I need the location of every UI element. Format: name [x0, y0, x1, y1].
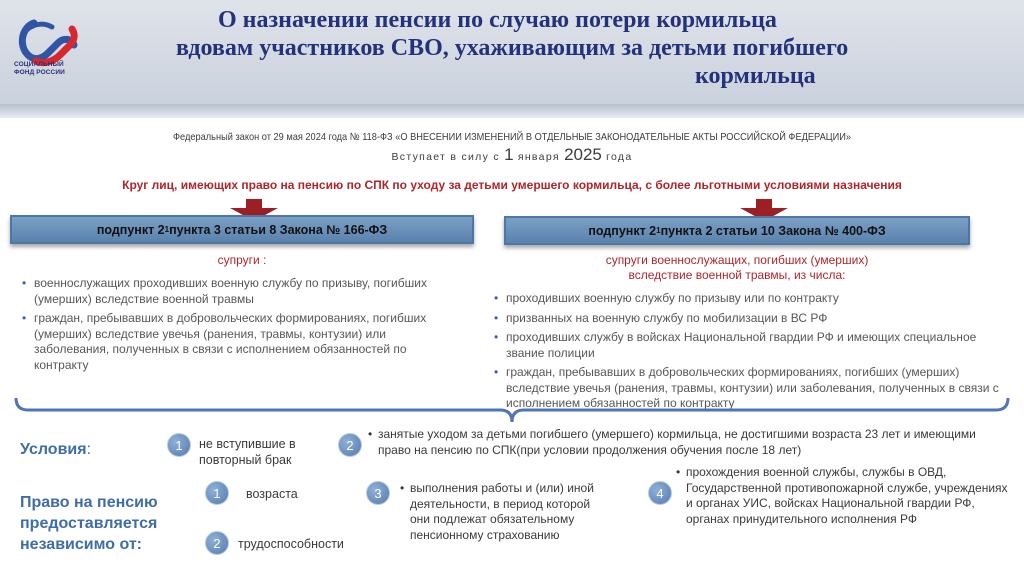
independent-number: 3 — [374, 485, 382, 501]
independent-number: 2 — [213, 535, 221, 551]
independent-text: • выполнения работы и (или) иной деятельности, в период которой они подлежат обязательному пенсионному страхованию — [400, 481, 610, 543]
independent-number: 4 — [656, 485, 664, 501]
effective-year: 2025 — [564, 145, 602, 164]
number-circle-icon — [205, 531, 229, 555]
logo-text — [14, 61, 94, 76]
title-line-2: вдовам участников СВО, ухаживающим за детьми погибшего — [176, 35, 849, 61]
law-reference: Федеральный закон от 29 мая 2024 года № 118-ФЗ «О ВНЕСЕНИИ ИЗМЕНЕНИЙ В ОТДЕЛЬНЫЕ ЗАКОНОДАТЕЛЬНЫЕ АКТЫ РОССИЙСКОЙ ФЕДЕРАЦИИ» — [172, 131, 851, 143]
law-box-400-sup: 1 — [656, 226, 661, 235]
independent-text: трудоспособности — [238, 537, 344, 551]
number-circle-icon — [167, 433, 191, 457]
list-item: • проходивших военную службу по призыву или по контракту — [492, 291, 1017, 307]
effective-pre: Вступает в силу с — [391, 151, 505, 163]
condition-text: • занятые уходом за детьми погибшего (умершего) кормильца, не достигшими возраста 23 лет и имеющими право на пенсию по СПК(при условии продолжения обучения после 18 лет) — [368, 427, 1008, 458]
law-box-166-post: пункта 3 статьи 8 Закона № 166-ФЗ — [169, 222, 388, 237]
page-title — [120, 6, 1000, 90]
law-box-400-post: пункта 2 статьи 10 Закона № 400-ФЗ — [660, 223, 886, 238]
list-item: • призванных на военную службу по мобилизации в ВС РФ — [492, 311, 1017, 327]
law-box-400-pre: подпункт 2 — [588, 223, 657, 238]
header-stripe — [0, 104, 1024, 118]
left-list — [20, 276, 450, 377]
independent-label: Право на пенсию предоставляется независимо от: — [20, 494, 158, 553]
law-box-166-sup: 1 — [164, 225, 170, 234]
right-heading-line-1: супруги военнослужащих, погибших (умерших) — [605, 253, 869, 267]
logo-text-line-2: ФОНД РОССИИ — [14, 68, 65, 76]
independent-text: • прохождения военной службы, службы в ОВД, Государственной противопожарной службе, учреждениях и органах УИС, войсках Национальной гвардии РФ, органах принудительного исполнения РФ — [676, 465, 1016, 527]
conditions-label — [20, 441, 91, 459]
independent-text: возраста — [246, 487, 298, 501]
circle-of-persons: Круг лиц, имеющих право на пенсию по СПК по уходу за детьми умершего кормильца, с более льготными условиями назначения — [122, 178, 902, 192]
effective-day: 1 — [504, 145, 514, 164]
effective-date — [0, 145, 1024, 165]
law-box-400 — [504, 216, 970, 245]
number-circle-icon — [366, 481, 390, 505]
independent-number: 1 — [213, 485, 221, 501]
list-item: • граждан, пребывавших в добровольческих формированиях, погибших (умерших) вследствие увечья (ранения, травмы, контузии) или заболевания, полученных в связи с исполнением обязанностей по контракту — [20, 311, 450, 373]
list-item: • военнослужащих проходивших военную службу по призыву, погибших (умерших) вследствие военной травмы — [20, 276, 450, 307]
condition-number: 1 — [175, 437, 183, 453]
number-circle-icon — [205, 481, 229, 505]
condition-text: не вступившие в повторный брак — [199, 437, 296, 467]
effective-post: года — [601, 151, 633, 163]
number-circle-icon — [338, 433, 362, 457]
title-line-3: кормильца — [695, 63, 816, 89]
effective-mid: января — [513, 151, 565, 163]
conditions-label-text: Условия — [20, 441, 87, 458]
number-circle-icon — [648, 481, 672, 505]
bracket-icon — [14, 396, 1010, 426]
list-item: • граждан, пребывавших в добровольческих формированиях, погибших (умерших) вследствие увечья (ранения, травмы, контузии) или заболевания, полученных в связи с исполнением обязанностей по контракту — [492, 365, 1017, 412]
conditions-label-colon: : — [86, 441, 92, 458]
right-heading — [504, 253, 970, 283]
left-heading: супруги : — [217, 253, 267, 267]
title-line-1: О назначении пенсии по случаю потери кормильца — [218, 7, 777, 33]
logo-text-line-1: СОЦИАЛЬНЫЙ — [14, 61, 64, 68]
list-item: • проходивших службу в войсках Национальной гвардии РФ и имеющих специальное звание полиции — [492, 330, 1017, 361]
right-heading-line-2: вследствие военной травмы, из числа: — [628, 268, 846, 282]
law-box-166 — [10, 215, 474, 244]
condition-number: 2 — [346, 437, 354, 453]
law-box-166-pre: подпункт 2 — [96, 222, 165, 237]
